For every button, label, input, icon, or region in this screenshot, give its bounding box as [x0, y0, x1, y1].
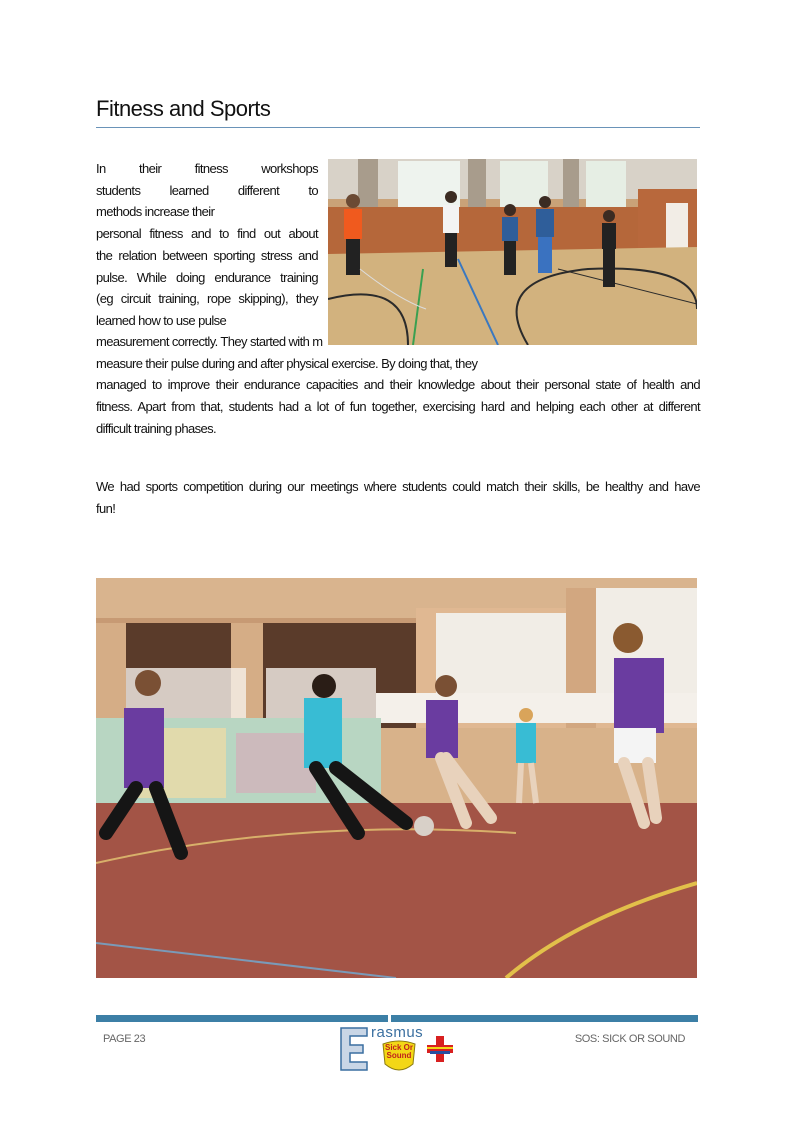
intro-line: pulse. While doing endurance training — [96, 269, 318, 285]
page-title: Fitness and Sports — [96, 96, 271, 121]
footer-bar-right — [391, 1015, 698, 1022]
intro-line: the relation between sporting stress and — [96, 247, 318, 263]
intro-paragraph — [96, 158, 318, 332]
intro-line: learned how to use pulse — [96, 312, 227, 328]
footer-bar-left — [96, 1015, 388, 1022]
body-line: We had sports competition during our meetings where students could match their skills, be healthy and have — [96, 479, 700, 494]
title-underline — [96, 127, 700, 128]
body-line: measure their pulse during and after physical exercise. By doing that, they — [96, 355, 478, 371]
erasmus-e-icon — [339, 1026, 369, 1072]
body-line: fitness. Apart from that, students had a lot of fun together, exercising hard and helping each other at different — [96, 399, 700, 415]
intro-line: students learned different to — [96, 182, 318, 198]
gym-rope-skipping-photo — [328, 159, 697, 345]
erasmus-wordmark: rasmus — [371, 1024, 424, 1041]
page-number: PAGE 23 — [103, 1033, 146, 1045]
body-line: difficult training phases. — [96, 420, 217, 436]
footer-project-name: SOS: SICK OR SOUND — [574, 1033, 685, 1045]
body-line: measurement correctly. They started with m — [96, 334, 323, 349]
body-paragraph — [96, 331, 700, 440]
erasmus-logo — [339, 1024, 457, 1076]
medical-cross-icon — [425, 1034, 455, 1064]
body-line: fun! — [96, 500, 116, 516]
intro-line: methods increase their — [96, 204, 215, 220]
outdoor-football-photo — [96, 578, 697, 978]
sports-paragraph — [96, 476, 700, 519]
body-line: managed to improve their endurance capacities and their knowledge about their personal state of health and — [96, 377, 700, 393]
intro-line: In their fitness workshops — [96, 161, 318, 176]
intro-line: (eg circuit training, rope skipping), they — [96, 291, 318, 307]
badge-text: Sick Or Sound — [384, 1043, 413, 1060]
intro-line: personal fitness and to find out about — [96, 226, 318, 242]
